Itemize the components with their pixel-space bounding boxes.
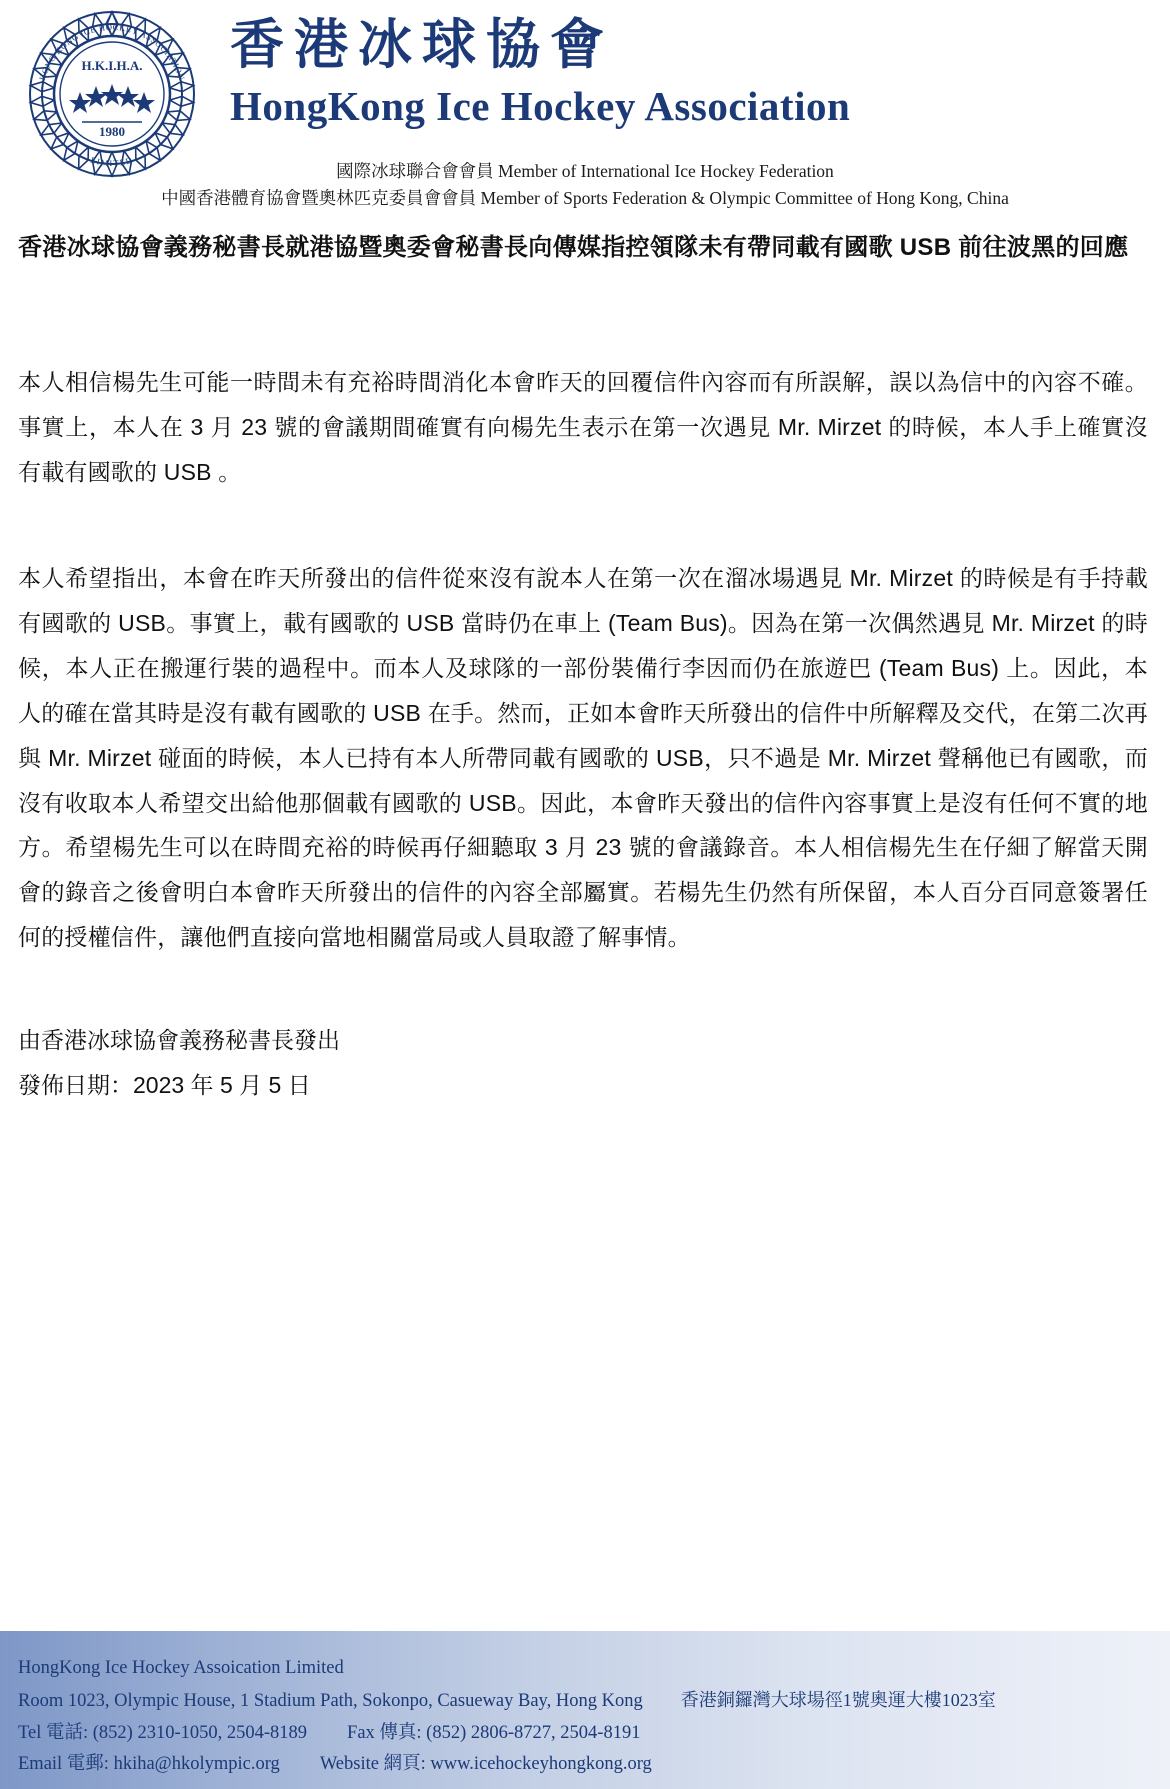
footer-address-en: Room 1023, Olympic House, 1 Stadium Path, Sokonpo, Casueway Bay, Hong Kong bbox=[18, 1690, 643, 1711]
footer-fax-label: Fax 傳真: bbox=[347, 1722, 422, 1743]
footer-email-website bbox=[18, 1749, 1170, 1781]
membership-sfoc: 中國香港體育協會暨奧林匹克委員會會員 Member of Sports Federation & Olympic Committee of Hong Kong, China bbox=[161, 188, 1009, 209]
publish-date: 發佈日期：2023 年 5 月 5 日 bbox=[18, 1071, 311, 1098]
footer-email-value[interactable]: hkiha@hkolympic.org bbox=[113, 1754, 280, 1775]
letterhead-header bbox=[0, 0, 1170, 225]
svg-text:LIMITED: LIMITED bbox=[89, 154, 135, 169]
letterhead-titles bbox=[230, 14, 1160, 130]
page-title: 香港冰球協會義務秘書長就港協暨奧委會秘書長向傳媒指控領隊未有帶同載有國歌 USB 前往波黑的回應 bbox=[18, 234, 1129, 261]
issuer-line: 由香港冰球協會義務秘書長發出 bbox=[18, 1027, 340, 1053]
footer-fax-value: (852) 2806-8727, 2504-8191 bbox=[426, 1722, 641, 1743]
membership-iihf: 國際冰球聯合會會員 Member of International Ice Hockey Federation bbox=[336, 161, 834, 181]
footer-company: HongKong Ice Hockey Assoication Limited bbox=[18, 1658, 344, 1678]
footer-tel-value: (852) 2310-1050, 2504-8189 bbox=[92, 1722, 308, 1743]
association-name-chinese: 香港冰球協會 bbox=[230, 15, 614, 75]
spacer-before-signoff bbox=[18, 960, 1148, 1018]
membership-lines bbox=[0, 158, 1170, 212]
paragraph-2: 本人希望指出，本會在昨天所發出的信件從來沒有說本人在第一次在溜冰場遇見 Mr. Mirzet 的時候是有手持載有國歌的 USB。事實上，載有國歌的 USB 當時仍在車上 (Team Bus)。因為在第一次偶然遇見 Mr. Mirzet 的時候，本人正在搬運行裝的過程中。而本人及球隊的一部份裝備行李因而仍在旅遊巴 (Team Bus) 上。因此，本人的確在當其時是沒有載有國歌的 USB 在手。然而，正如本會昨天所發出的信件中所解釋及交代，在第二次再與 Mr. Mirzet 碰面的時候，本人已持有本人所帶同載有國歌的 USB，只不過是 Mr. Mirzet 聲稱他已有國歌，而沒有收取本人希望交出給他那個載有國歌的 USB。因此，本會昨天發出的信件內容事實上是沒有任何不實的地方。希望楊先生可以在時間充裕的時候再仔細聽取 3 月 23 號的會議錄音。本人相信楊先生在仔細了解當天開會的錄音之後會明白本會昨天所發出的信件的內容全部屬實。若楊先生仍然有所保留，本人百分百同意簽署任何的授權信件，讓他們直接向當地相關當局或人員取證了解事情。 bbox=[18, 565, 1148, 951]
spacer-between-paragraphs bbox=[18, 494, 1148, 556]
footer-address bbox=[18, 1685, 1170, 1718]
footer-address-cn: 香港銅鑼灣大球場徑1號奧運大樓1023室 bbox=[680, 1689, 996, 1710]
footer-website-value[interactable]: www.icehockeyhongkong.org bbox=[430, 1754, 652, 1775]
footer-website-label: Website 網頁: bbox=[319, 1754, 426, 1775]
letterhead-footer bbox=[0, 1631, 1170, 1789]
svg-text:1980: 1980 bbox=[99, 124, 125, 139]
footer-tel-label: Tel 電話: bbox=[18, 1722, 89, 1743]
footer-phone-fax bbox=[18, 1718, 1170, 1750]
association-name-english: HongKong Ice Hockey Association bbox=[230, 83, 851, 130]
paragraph-1: 本人相信楊先生可能一時間未有充裕時間消化本會昨天的回覆信件內容而有所誤解，誤以為信中的內容不確。事實上，本人在 3 月 23 號的會議期間確實有向楊先生表示在第一次遇見 Mr. Mirzet 的時候，本人手上確實沒有載有國歌的 USB 。 bbox=[18, 368, 1148, 485]
svg-text:HONG KONG ICE HOCKEY ASSOCIATI: HONG KONG ICE HOCKEY ASSOCIATION bbox=[36, 21, 188, 82]
hkiha-crest-logo bbox=[12, 8, 212, 180]
svg-text:H.K.I.H.A.: H.K.I.H.A. bbox=[81, 58, 143, 73]
footer-email-label: Email 電郵: bbox=[18, 1754, 109, 1775]
document-body bbox=[0, 225, 1170, 1108]
spacer-after-title bbox=[18, 286, 1148, 360]
